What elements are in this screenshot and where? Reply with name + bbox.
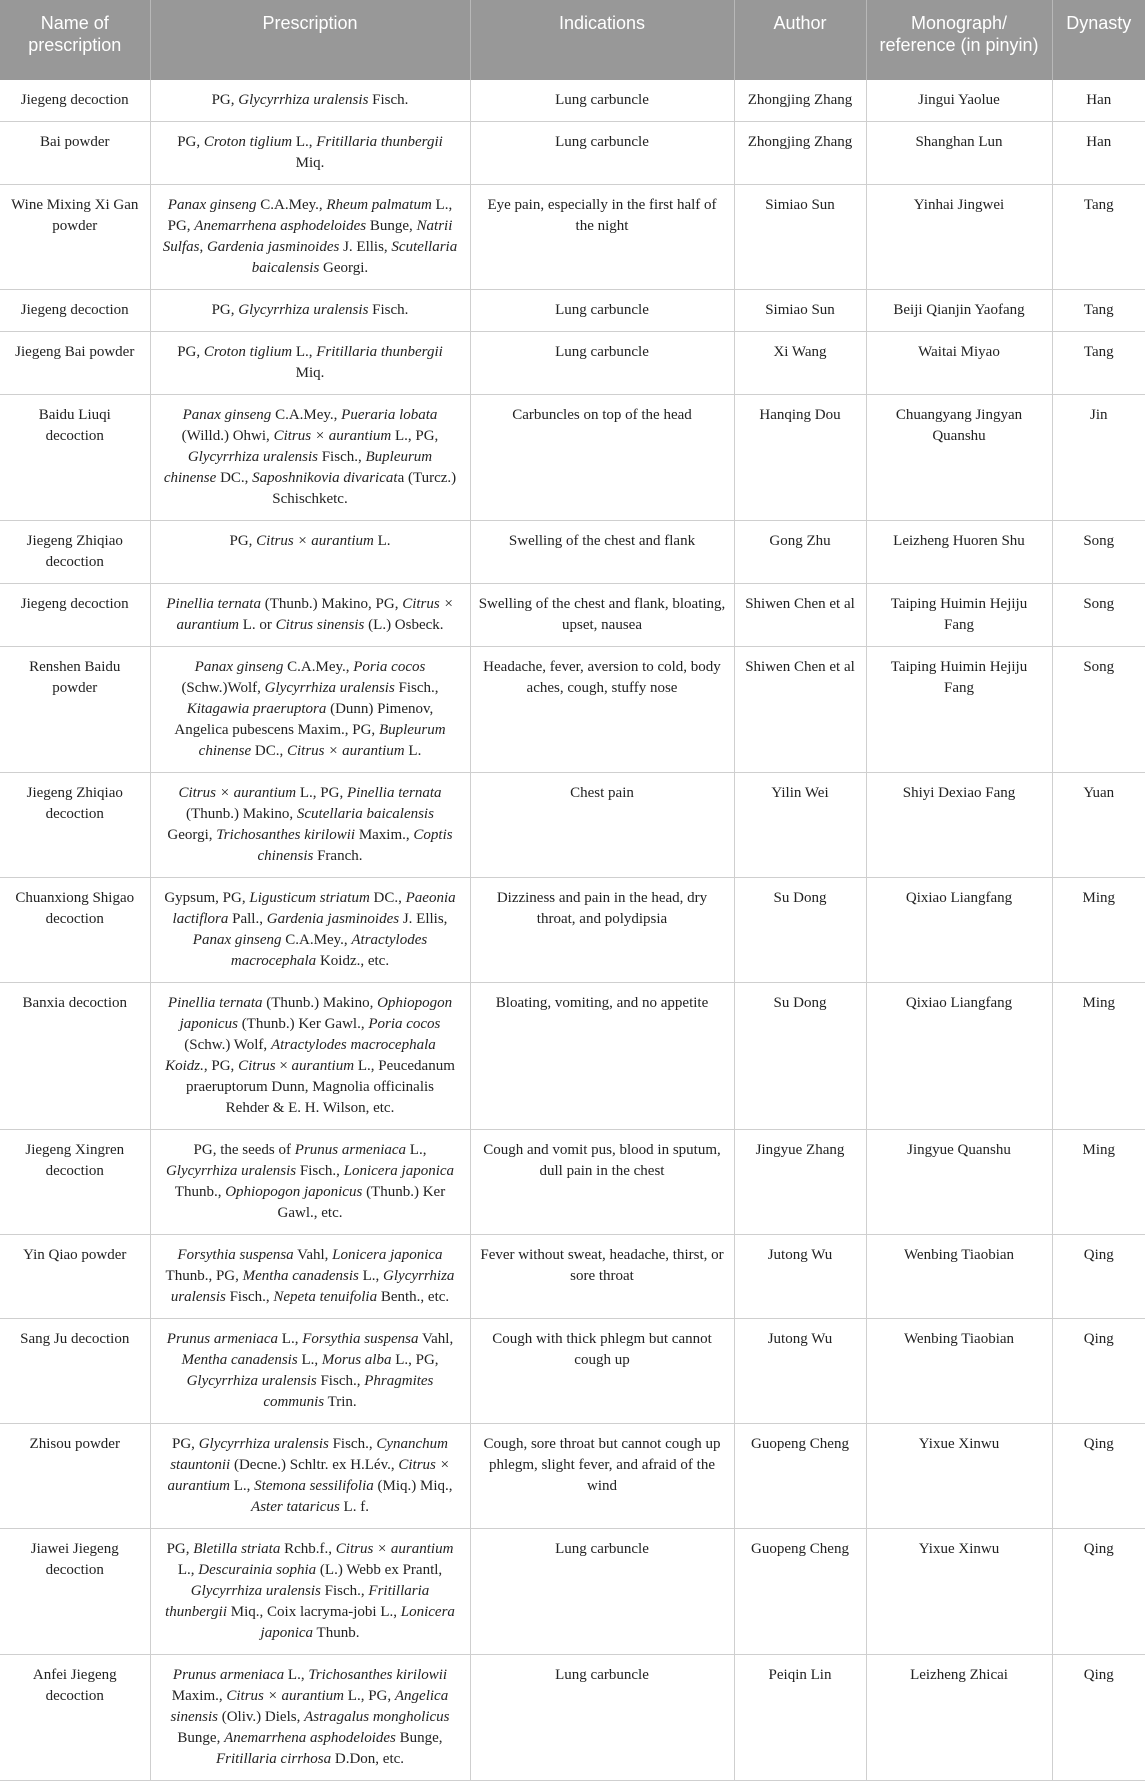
species-name: Ophiopogon japonicus (179, 995, 453, 1032)
ingredient-text: J. Ellis, (339, 239, 392, 255)
species-name: Natrii Sulfas (162, 218, 453, 255)
species-name: Pinellia ternata (167, 995, 263, 1011)
prescription-name: Jiegeng decoction (0, 80, 150, 122)
ingredient-text: PG, (211, 302, 239, 318)
species-name: Panax ginseng (194, 659, 284, 675)
prescription-name: Bai powder (0, 122, 150, 185)
ingredient-text: DC., (251, 743, 287, 759)
species-name: Panax ginseng (167, 197, 257, 213)
ingredient-text: Maxim., (171, 1688, 227, 1704)
author: Shiwen Chen et al (734, 584, 866, 647)
indications: Headache, fever, aversion to cold, body aches, cough, stuffy nose (470, 647, 734, 773)
species-name: Citrus × aurantium (256, 533, 374, 549)
species-name: Mentha canadensis (242, 1268, 359, 1284)
species-name: Kitagawia praeruptora (186, 701, 327, 717)
table-row (0, 395, 1145, 521)
species-name: Aster tataricus (251, 1499, 340, 1515)
author: Jutong Wu (734, 1235, 866, 1319)
species-name: aurantium (291, 1058, 355, 1074)
author: Su Dong (734, 983, 866, 1130)
ingredient-text: Thunb., PG, (165, 1268, 243, 1284)
dynasty: Tang (1052, 290, 1145, 332)
ingredient-text: (Schw.) Wolf, (184, 1037, 271, 1053)
dynasty: Qing (1052, 1235, 1145, 1319)
ingredient-text: L., PG, (391, 1352, 439, 1368)
table-row (0, 773, 1145, 878)
monograph: Taiping Huimin Hejiju Fang (866, 647, 1052, 773)
species-name: Fritillaria cirrhosa (215, 1751, 332, 1767)
table-row (0, 1319, 1145, 1424)
table-row (0, 1655, 1145, 1781)
species-name: Citrus × aurantium (178, 785, 297, 801)
ingredient-text: L., (292, 344, 317, 360)
column-header-indications: Indications (470, 0, 734, 80)
dynasty: Song (1052, 521, 1145, 584)
prescription-name: Jiegeng Bai powder (0, 332, 150, 395)
indications: Cough and vomit pus, blood in sputum, dull pain in the chest (470, 1130, 734, 1235)
column-header-prescription: Prescription (150, 0, 470, 80)
species-name: Angelica sinensis (170, 1688, 449, 1725)
indications: Fever without sweat, headache, thirst, or sore throat (470, 1235, 734, 1319)
species-name: Citrus × aurantium (335, 1541, 454, 1557)
indications: Lung carbuncle (470, 80, 734, 122)
species-name: Poria cocos (368, 1016, 441, 1032)
monograph: Yixue Xinwu (866, 1529, 1052, 1655)
species-name: Anemarrhena asphodeloides (194, 218, 367, 234)
prescription-name: Baidu Liuqi decoction (0, 395, 150, 521)
prescription-name: Chuanxiong Shigao decoction (0, 878, 150, 983)
author: Simiao Sun (734, 290, 866, 332)
ingredient-text: Bunge, (366, 218, 417, 234)
monograph: Leizheng Zhicai (866, 1655, 1052, 1781)
prescription-ingredients (150, 584, 470, 647)
ingredient-text: Bunge, (395, 1730, 443, 1746)
prescription-name: Jiegeng decoction (0, 290, 150, 332)
table-row (0, 290, 1145, 332)
species-name: Atractylodes macrocephala (230, 932, 428, 969)
prescription-name: Anfei Jiegeng decoction (0, 1655, 150, 1781)
author: Yilin Wei (734, 773, 866, 878)
prescription-ingredients (150, 332, 470, 395)
dynasty: Qing (1052, 1319, 1145, 1424)
ingredient-text: (Willd.) Ohwi, (181, 428, 274, 444)
monograph: Yinhai Jingwei (866, 185, 1052, 290)
author: Zhongjing Zhang (734, 80, 866, 122)
ingredient-text: Georgi, (167, 827, 217, 843)
prescription-ingredients (150, 80, 470, 122)
prescription-name: Zhisou powder (0, 1424, 150, 1529)
species-name: Glycyrrhiza uralensis (186, 1373, 317, 1389)
ingredient-text: J. Ellis, (399, 911, 448, 927)
ingredient-text: L., (177, 1562, 199, 1578)
table-row (0, 1235, 1145, 1319)
dynasty: Ming (1052, 878, 1145, 983)
prescription-name: Jiawei Jiegeng decoction (0, 1529, 150, 1655)
prescription-ingredients (150, 185, 470, 290)
species-name: Citrus × aurantium (287, 743, 405, 759)
species-name: Cynanchum stauntonii (170, 1436, 448, 1473)
indications: Swelling of the chest and flank, bloating, upset, nausea (470, 584, 734, 647)
ingredient-text: (Decne.) Schltr. ex H.Lév., (230, 1457, 399, 1473)
species-name: Croton tiglium (203, 344, 293, 360)
dynasty: Ming (1052, 1130, 1145, 1235)
species-name: Citrus (238, 1058, 276, 1074)
ingredient-text: (L.) Webb ex Prantl, (316, 1562, 443, 1578)
ingredient-text: (Thunb.) Makino, PG, (260, 596, 403, 612)
ingredient-text: L., PG, (391, 428, 439, 444)
species-name: Poria cocos (353, 659, 426, 675)
indications: Bloating, vomiting, and no appetite (470, 983, 734, 1130)
species-name: Bletilla striata (193, 1541, 281, 1557)
species-name: Glycyrrhiza uralensis (190, 1583, 321, 1599)
ingredient-text: a (Turcz.) Schischketc. (272, 470, 457, 507)
ingredient-text: L. or (238, 617, 276, 633)
monograph: Shanghan Lun (866, 122, 1052, 185)
species-name: Bupleurum chinense (198, 722, 446, 759)
prescription-ingredients (150, 773, 470, 878)
table-row (0, 1130, 1145, 1235)
ingredient-text: Trin. (324, 1394, 357, 1410)
species-name: Scutellaria baicalensis (296, 806, 434, 822)
ingredient-text: L. f. (339, 1499, 369, 1515)
species-name: Pinellia ternata (346, 785, 442, 801)
prescription-ingredients (150, 1319, 470, 1424)
indications: Dizziness and pain in the head, dry throat, and polydipsia (470, 878, 734, 983)
indications: Carbuncles on top of the head (470, 395, 734, 521)
author: Jingyue Zhang (734, 1130, 866, 1235)
ingredient-text: Bunge, (177, 1730, 225, 1746)
species-name: Astragalus mongholicus (304, 1709, 450, 1725)
prescription-name: Jiegeng decoction (0, 584, 150, 647)
prescription-ingredients (150, 1655, 470, 1781)
ingredient-text: (Thunb.) Ker Gawl., etc. (277, 1184, 446, 1221)
species-name: Citrus × aurantium (273, 428, 392, 444)
dynasty: Qing (1052, 1424, 1145, 1529)
species-name: Glycyrrhiza uralensis (165, 1163, 297, 1179)
monograph: Waitai Miyao (866, 332, 1052, 395)
ingredient-text: L., (292, 134, 317, 150)
ingredient-text: Thunb. (313, 1625, 360, 1641)
ingredient-text: PG, the seeds of (193, 1142, 295, 1158)
prescription-ingredients (150, 290, 470, 332)
ingredient-text: D.Don, etc. (331, 1751, 405, 1767)
author: Simiao Sun (734, 185, 866, 290)
table-body (0, 80, 1145, 1781)
species-name: Gardenia jasminoides (206, 239, 340, 255)
species-name: Prunus armeniaca (294, 1142, 407, 1158)
species-name: Pueraria lobata (341, 407, 438, 423)
species-name: Ophiopogon japonicus (225, 1184, 363, 1200)
monograph: Leizheng Huoren Shu (866, 521, 1052, 584)
monograph: Wenbing Tiaobian (866, 1319, 1052, 1424)
ingredient-text: Vahl, (418, 1331, 454, 1347)
ingredient-text: (Thunb.) Makino, (186, 806, 297, 822)
species-name: Glycyrrhiza uralensis (198, 1436, 329, 1452)
species-name: Prunus armeniaca (172, 1667, 285, 1683)
ingredient-text: Fisch., (317, 449, 366, 465)
author: Guopeng Cheng (734, 1424, 866, 1529)
monograph: Beiji Qianjin Yaofang (866, 290, 1052, 332)
dynasty: Song (1052, 584, 1145, 647)
column-header-monograph: Monograph/ reference (in pinyin) (866, 0, 1052, 80)
species-name: Forsythia suspensa (302, 1331, 419, 1347)
column-header-name: Name of prescription (0, 0, 150, 80)
indications: Cough with thick phlegm but cannot cough up (470, 1319, 734, 1424)
table-row (0, 185, 1145, 290)
ingredient-text: PG, (229, 533, 257, 549)
author: Guopeng Cheng (734, 1529, 866, 1655)
ingredient-text: Rchb.f., (280, 1541, 336, 1557)
monograph: Jingui Yaolue (866, 80, 1052, 122)
species-name: Glycyrrhiza uralensis (238, 92, 369, 108)
indications: Eye pain, especially in the first half of the night (470, 185, 734, 290)
ingredient-text: DC., (369, 890, 406, 906)
monograph: Chuangyang Jingyan Quanshu (866, 395, 1052, 521)
species-name: Fritillaria thunbergii (316, 344, 443, 360)
species-name: Glycyrrhiza uralensis (264, 680, 395, 696)
ingredient-text: C.A.Mey., (271, 407, 342, 423)
species-name: Phragmites communis (263, 1373, 434, 1410)
ingredient-text: L., PG, (167, 197, 453, 234)
monograph: Wenbing Tiaobian (866, 1235, 1052, 1319)
ingredient-text: × (275, 1058, 292, 1074)
table-row (0, 1424, 1145, 1529)
species-name: Pinellia ternata (166, 596, 261, 612)
ingredient-text: L., Peucedanum praeruptorum Dunn, Magnolia officinalis Rehder & E. H. Wilson, etc. (186, 1058, 455, 1116)
species-name: Trichosanthes kirilowii (308, 1667, 448, 1683)
prescription-name: Jiegeng Xingren decoction (0, 1130, 150, 1235)
ingredient-text: L. (373, 533, 391, 549)
monograph: Jingyue Quanshu (866, 1130, 1052, 1235)
species-name: Panax ginseng (192, 932, 282, 948)
ingredient-text: Benth., etc. (377, 1289, 450, 1305)
author: Gong Zhu (734, 521, 866, 584)
ingredient-text: L., (406, 1142, 427, 1158)
species-name: Bupleurum chinense (163, 449, 433, 486)
dynasty: Qing (1052, 1655, 1145, 1781)
dynasty: Han (1052, 122, 1145, 185)
species-name: Mentha canadensis (181, 1352, 298, 1368)
author: Peiqin Lin (734, 1655, 866, 1781)
author: Shiwen Chen et al (734, 647, 866, 773)
table-row (0, 332, 1145, 395)
indications: Swelling of the chest and flank (470, 521, 734, 584)
ingredient-text: , (199, 239, 207, 255)
ingredient-text: Gypsum, PG, (164, 890, 250, 906)
table-row (0, 1529, 1145, 1655)
species-name: Fritillaria thunbergii (165, 1583, 430, 1620)
ingredient-text: Fisch., (394, 680, 439, 696)
table-row (0, 584, 1145, 647)
ingredient-text: Fisch., (296, 1163, 344, 1179)
prescription-ingredients (150, 878, 470, 983)
species-name: Citrus × aurantium (176, 596, 454, 633)
ingredient-text: L., (278, 1331, 303, 1347)
dynasty: Yuan (1052, 773, 1145, 878)
species-name: Rheum palmatum (326, 197, 432, 213)
species-name: Croton tiglium (203, 134, 293, 150)
species-name: Nepeta tenuifolia (273, 1289, 378, 1305)
ingredient-text: (Dunn) Pimenov, Angelica pubescens Maxim., PG, (174, 701, 434, 738)
dynasty: Han (1052, 80, 1145, 122)
monograph: Qixiao Liangfang (866, 878, 1052, 983)
ingredient-text: L., (358, 1268, 384, 1284)
species-name: Coptis chinensis (257, 827, 453, 864)
ingredient-text: (Schw.)Wolf, (181, 680, 265, 696)
table-row (0, 122, 1145, 185)
column-header-dynasty: Dynasty (1052, 0, 1145, 80)
prescription-ingredients (150, 395, 470, 521)
ingredient-text: Koidz., etc. (316, 953, 390, 969)
ingredient-text: Fisch., (320, 1583, 369, 1599)
monograph: Yixue Xinwu (866, 1424, 1052, 1529)
ingredient-text: L., (297, 1352, 322, 1368)
ingredient-text: L., (230, 1478, 255, 1494)
species-name: Glycyrrhiza uralensis (187, 449, 318, 465)
ingredient-text: Maxim., (355, 827, 414, 843)
prescription-ingredients (150, 983, 470, 1130)
dynasty: Tang (1052, 185, 1145, 290)
ingredient-text: Thunb., (174, 1184, 226, 1200)
species-name: Citrus × aurantium (226, 1688, 345, 1704)
ingredient-text: PG, (177, 134, 204, 150)
ingredient-text: (Thunb.) Ker Gawl., (237, 1016, 369, 1032)
prescription-name: Sang Ju decoction (0, 1319, 150, 1424)
ingredient-text: Fisch., (225, 1289, 274, 1305)
ingredient-text: PG, (166, 1541, 194, 1557)
species-name: Gardenia jasminoides (266, 911, 400, 927)
table-row (0, 878, 1145, 983)
ingredient-text: Georgi. (319, 260, 369, 276)
species-name: Paeonia lactiflora (172, 890, 456, 927)
dynasty: Qing (1052, 1529, 1145, 1655)
species-name: Citrus sinensis (275, 617, 365, 633)
prescription-name: Yin Qiao powder (0, 1235, 150, 1319)
column-header-author: Author (734, 0, 866, 80)
ingredient-text: Fisch. (368, 92, 409, 108)
table-row (0, 521, 1145, 584)
species-name: Saposhnikovia divaricat (252, 470, 398, 486)
ingredient-text: Miq. (295, 365, 325, 381)
ingredient-text: (L.) Osbeck. (364, 617, 444, 633)
ingredient-text: , PG, (203, 1058, 239, 1074)
author: Jutong Wu (734, 1319, 866, 1424)
ingredient-text: C.A.Mey., (283, 659, 354, 675)
species-name: Scutellaria baicalensis (251, 239, 458, 276)
ingredient-text: Vahl, (293, 1247, 333, 1263)
monograph: Qixiao Liangfang (866, 983, 1052, 1130)
ingredient-text: C.A.Mey., (281, 932, 352, 948)
prescription-ingredients (150, 1529, 470, 1655)
ingredient-text: L. (404, 743, 422, 759)
species-name: Glycyrrhiza uralensis (238, 302, 369, 318)
ingredient-text: Franch. (313, 848, 363, 864)
indications: Cough, sore throat but cannot cough up phlegm, slight fever, and afraid of the wind (470, 1424, 734, 1529)
ingredient-text: (Thunb.) Makino, (262, 995, 378, 1011)
prescription-ingredients (150, 1130, 470, 1235)
prescription-ingredients (150, 122, 470, 185)
species-name: Ligusticum striatum (249, 890, 370, 906)
ingredient-text: C.A.Mey., (256, 197, 327, 213)
ingredient-text: PG, (172, 1436, 199, 1452)
species-name: Lonicera japonica (332, 1247, 443, 1263)
species-name: Descurainia sophia (198, 1562, 317, 1578)
ingredient-text: DC., (216, 470, 253, 486)
species-name: Morus alba (321, 1352, 392, 1368)
species-name: Citrus × aurantium (167, 1457, 450, 1494)
dynasty: Ming (1052, 983, 1145, 1130)
dynasty: Song (1052, 647, 1145, 773)
indications: Lung carbuncle (470, 332, 734, 395)
ingredient-text: Miq., Coix lacryma-jobi L., (227, 1604, 401, 1620)
prescription-name: Wine Mixing Xi Gan powder (0, 185, 150, 290)
species-name: Anemarrhena asphodeloides (224, 1730, 396, 1746)
author: Xi Wang (734, 332, 866, 395)
species-name: Prunus armeniaca (166, 1331, 279, 1347)
prescription-name: Jiegeng Zhiqiao decoction (0, 521, 150, 584)
indications: Chest pain (470, 773, 734, 878)
indications: Lung carbuncle (470, 1655, 734, 1781)
ingredient-text: L., PG, (344, 1688, 395, 1704)
ingredient-text: Pall., (228, 911, 267, 927)
ingredient-text: Fisch., (316, 1373, 365, 1389)
ingredient-text: L., (284, 1667, 309, 1683)
prescription-name: Renshen Baidu powder (0, 647, 150, 773)
prescription-name: Banxia decoction (0, 983, 150, 1130)
ingredient-text: (Miq.) Miq., (373, 1478, 453, 1494)
species-name: Lonicera japonica (343, 1163, 455, 1179)
table-row (0, 80, 1145, 122)
author: Su Dong (734, 878, 866, 983)
prescription-ingredients (150, 1235, 470, 1319)
species-name: Forsythia suspensa (177, 1247, 294, 1263)
prescription-ingredients (150, 521, 470, 584)
table-row (0, 647, 1145, 773)
species-name: Glycyrrhiza uralensis (170, 1268, 455, 1305)
table-row (0, 983, 1145, 1130)
indications: Lung carbuncle (470, 122, 734, 185)
species-name: Atractylodes macrocephala Koidz. (165, 1037, 436, 1074)
author: Hanqing Dou (734, 395, 866, 521)
species-name: Panax ginseng (182, 407, 272, 423)
prescription-ingredients (150, 647, 470, 773)
ingredient-text: PG, (211, 92, 239, 108)
dynasty: Jin (1052, 395, 1145, 521)
ingredient-text: Fisch. (368, 302, 409, 318)
ingredient-text: Fisch., (328, 1436, 377, 1452)
species-name: Fritillaria thunbergii (316, 134, 443, 150)
ingredient-text: L., PG, (296, 785, 347, 801)
author: Zhongjing Zhang (734, 122, 866, 185)
ingredient-text: PG, (177, 344, 204, 360)
prescription-name: Jiegeng Zhiqiao decoction (0, 773, 150, 878)
monograph: Shiyi Dexiao Fang (866, 773, 1052, 878)
ingredient-text: (Oliv.) Diels, (217, 1709, 305, 1725)
dynasty: Tang (1052, 332, 1145, 395)
indications: Lung carbuncle (470, 290, 734, 332)
species-name: Lonicera japonica (260, 1604, 455, 1641)
species-name: Stemona sessilifolia (254, 1478, 374, 1494)
species-name: Trichosanthes kirilowii (216, 827, 356, 843)
indications: Lung carbuncle (470, 1529, 734, 1655)
header-row (0, 0, 1145, 80)
table-header (0, 0, 1145, 80)
ingredient-text: Miq. (295, 155, 325, 171)
prescription-ingredients (150, 1424, 470, 1529)
monograph: Taiping Huimin Hejiju Fang (866, 584, 1052, 647)
